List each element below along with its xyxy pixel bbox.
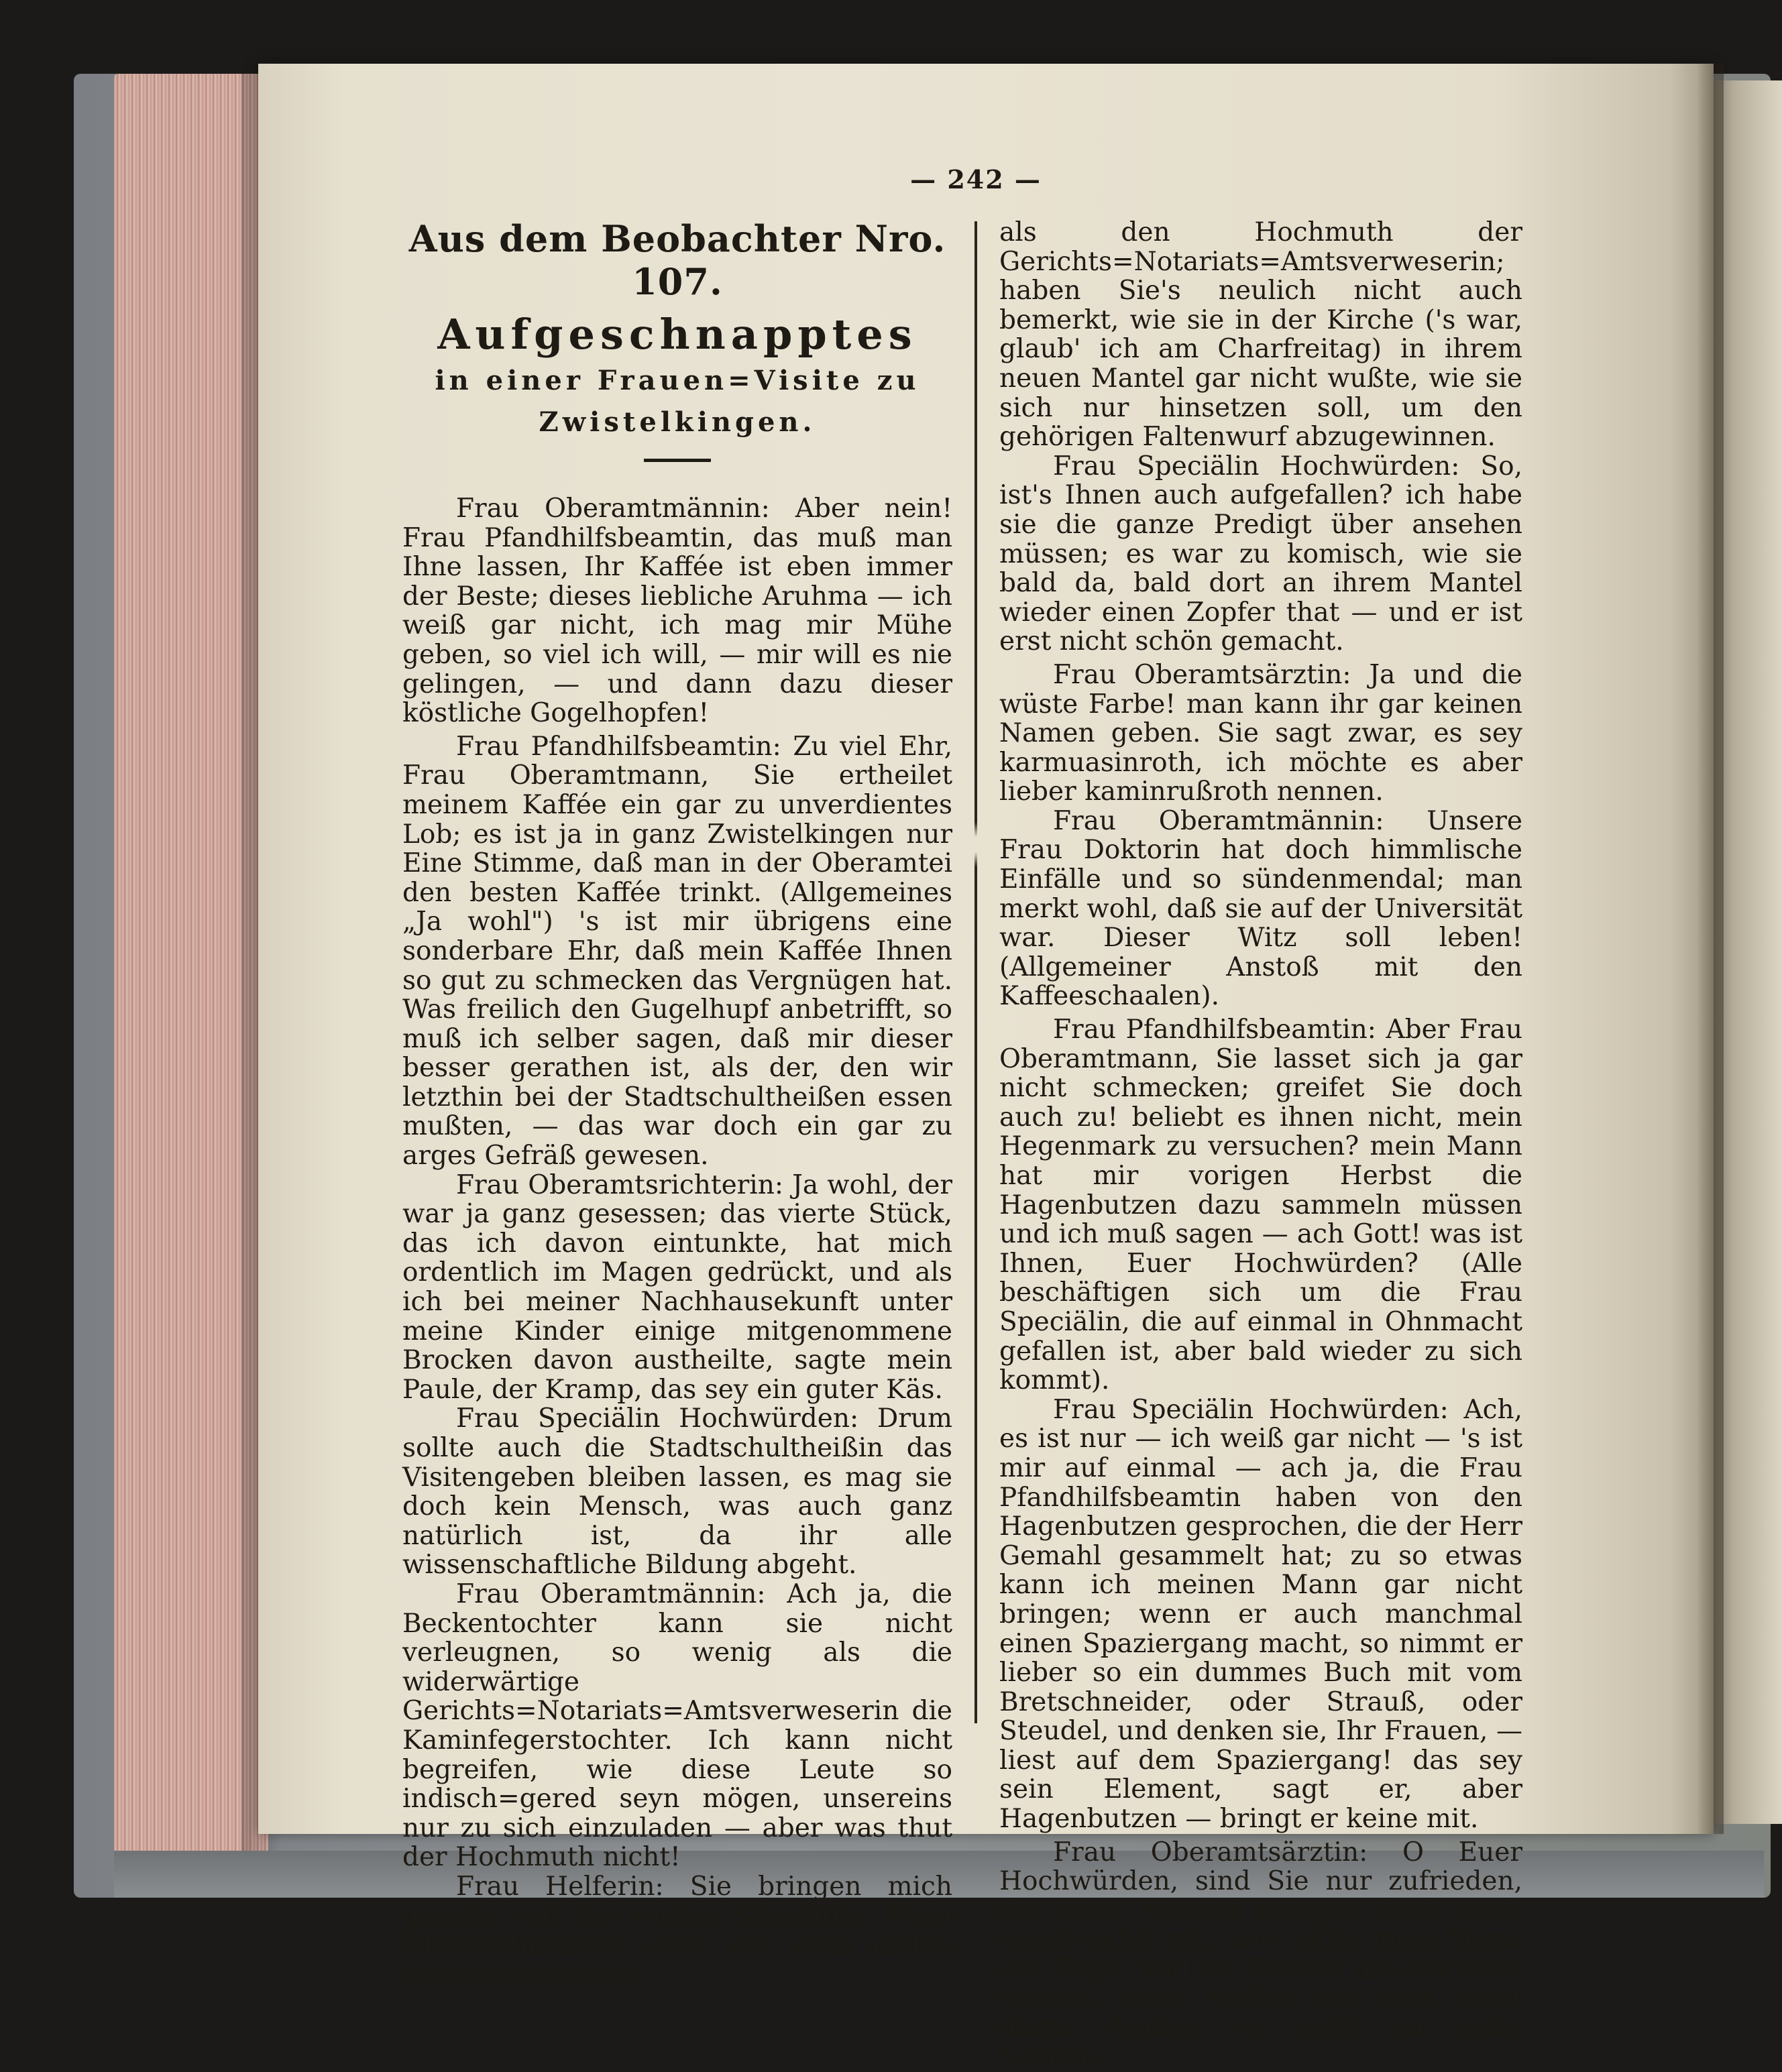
paragraph: Frau Oberamtmännin: Ach ja, die Beckentochter kann sie nicht verleugnen, so wenig als die widerwärtige Gerichts=Notariats=Amtsverweserin die Kaminfegerstochter. Ich kann nicht begreifen, wie diese Leute so indisch=gered seyn mögen, unsereins nur zu sich einzuladen — aber was thut der Hochmuth nicht!	[402, 1578, 952, 1873]
paragraph: Frau Pfandhilfsbeamtin: Zu viel Ehr, Frau Oberamtmann, Sie ertheilet meinem Kaffée ein gar zu unverdientes Lob; es ist ja in ganz Zwistelkingen nur Eine Stimme, daß man in der Oberamtei den besten Kaffée trinkt. (Allgemeines „Ja wohl") 's ist mir übrigens eine sonderbare Ehr, daß mein Kaffée Ihnen so gut zu schmecken das Vergnügen hat. Was freilich den Gugelhupf anbetrifft, so muß ich selber sagen, daß mir dieser besser gerathen ist, als der, den wir letzthin bei der Stadtschultheißen essen mußten, — das war doch ein gar zu arges Gefräß gewesen.	[402, 731, 952, 1171]
paragraph: Frau Oberamtsärztin: O Euer Hochwürden, sind Sie nur zufrieden, der Herr Special bringen doch auch sonst nichts mit, wie leider mein Mann alle Tage; und die Bücher die der Herr Special lesen, sollten Sie doch nicht dumm heißen, es giebt zu nette Sachen	[999, 1837, 1522, 2072]
paragraph: Frau Helferin: Sie bringen mich gerade, auf das rechte Schabitter, Frau Oberamtmännin; auch ich weiß nichts unausstehlicheres,	[402, 1871, 952, 1990]
right-column	[999, 218, 1522, 2071]
paragraph: Frau Speciälin Hochwürden: Drum sollte auch die Stadtschultheißin das Visitengeben bleiben lassen, es mag sie doch kein Mensch, was auch ganz natürlich ist, da ihr alle wissenschaftliche Bildung abgeht.	[402, 1403, 952, 1580]
paragraph: Frau Speciälin Hochwürden: So, ist's Ihnen auch aufgefallen? ich habe sie die ganze Predigt über ansehen müssen; es war zu komisch, wie sie bald da, bald dort an ihrem Mantel wieder einen Zopfer that — und er ist erst nicht schön gemacht.	[999, 451, 1522, 657]
article-subtitle-1: in einer Frauen=Visite zu	[435, 365, 920, 396]
paragraph: Frau Pfandhilfsbeamtin: Aber Frau Oberamtmann, Sie lasset sich ja gar nicht schmecken; greifet Sie doch auch zu! beliebt es ihnen nicht, mein Hegenmark zu versuchen? mein Mann hat mir vorigen Herbst die Hagenbutzen dazu sammeln müssen und ich muß sagen — ach Gott! was ist Ihnen, Euer Hochwürden? (Alle beschäftigen sich um die Frau Speciälin, die auf einmal in Ohnmacht gefallen ist, aber bald wieder zu sich kommt).	[999, 1015, 1522, 1396]
page-gutter	[1697, 64, 1724, 1834]
article-source-line: Aus dem Beobachter Nro. 107.	[408, 217, 946, 303]
left-column	[402, 215, 952, 1989]
article-title: Aufgeschnapptes	[437, 310, 917, 359]
paragraph: Frau Oberamtsrichterin: Ja wohl, der war ja ganz gesessen; das vierte Stück, das ich davon eintunkte, hat mich ordentlich im Magen gedrückt, und als ich bei meiner Nachhausekunft unter meine Kinder einige mitgenommene Brocken davon austheilte, sagte mein Paule, der Kramp, das sey ein guter Käs.	[402, 1169, 952, 1405]
facing-page-edge	[1714, 80, 1782, 1824]
paragraph: Frau Oberamtmännin: Unsere Frau Doktorin hat doch himmlische Einfälle und so sündenmendal; man merkt wohl, daß sie auf der Universität war. Dieser Witz soll leben! (Allgemeiner Anstoß mit den Kaffeeschaalen).	[999, 805, 1522, 1012]
page-number: — 242 —	[910, 164, 1042, 194]
title-divider	[644, 459, 711, 462]
article-subtitle-2: Zwistelkingen.	[539, 406, 816, 438]
paragraph: Frau Oberamtsärztin: Ja und die wüste Farbe! man kann ihr gar keinen Namen geben. Sie sagt zwar, es sey karmuasinroth, ich möchte es aber lieber kaminrußroth nennen.	[999, 659, 1522, 807]
column-divider	[974, 221, 977, 1723]
paragraph: als den Hochmuth der Gerichts=Notariats=Amtsverweserin; haben Sie's neulich nicht auch bemerkt, wie sie in der Kirche ('s war, glaub' ich am Charfreitag) in ihrem neuen Mantel gar nicht wußte, wie sie sich nur hinsetzen soll, um den gehörigen Faltenwurf abzugewinnen.	[999, 217, 1522, 453]
paragraph: Frau Speciälin Hochwürden: Ach, es ist nur — ich weiß gar nicht — 's ist mir auf einmal — ach ja, die Frau Pfandhilfsbeamtin haben von den Hagenbutzen gesprochen, die der Herr Gemahl gesammelt hat; zu so etwas kann ich meinen Mann gar nicht bringen; wenn er auch manchmal einen Spaziergang macht, so nimmt er lieber so ein dummes Buch mit vom Bretschneider, oder Strauß, oder Steudel, und denken sie, Ihr Frauen, — liest auf dem Spaziergang! das sey sein Element, sagt er, aber Hagenbutzen — bringt er keine mit.	[999, 1394, 1522, 1835]
paragraph: Frau Oberamtmännin: Aber nein! Frau Pfandhilfsbeamtin, das muß man Ihne lassen, Ihr Kaffée ist eben immer der Beste; dieses liebliche Aruhma — ich weiß gar nicht, ich mag mir Mühe geben, so viel ich will, — mir will es nie gelingen, — und dann dazu dieser köstliche Gogelhopfen!	[402, 494, 952, 729]
